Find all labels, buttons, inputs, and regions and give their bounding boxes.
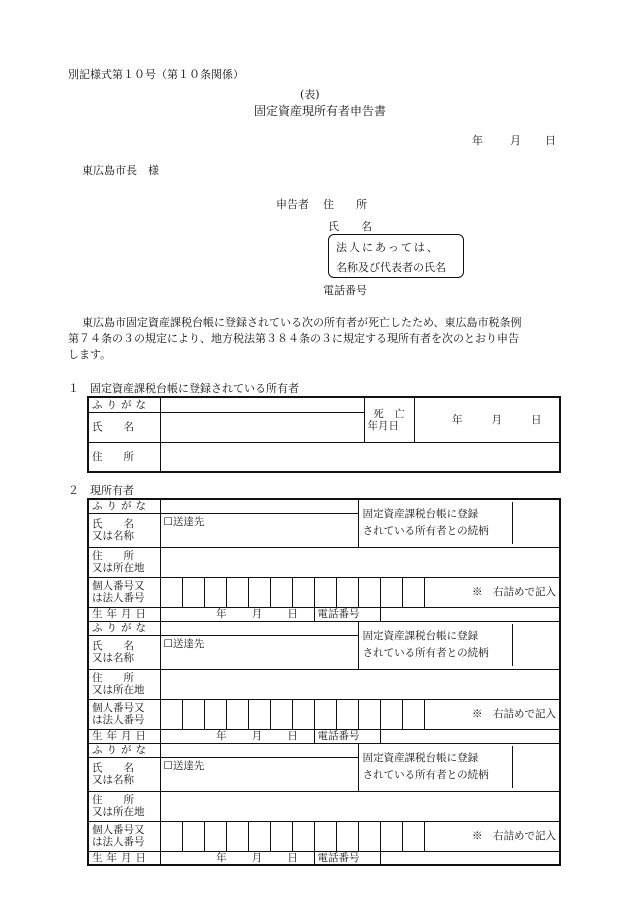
o1-digit[interactable]	[182, 577, 204, 607]
o2-relation-field[interactable]	[513, 624, 559, 666]
o1-digit[interactable]	[336, 577, 358, 607]
o1-furigana-label: ふりがな	[88, 499, 160, 513]
o1-phone-label: 電話番号	[314, 607, 380, 621]
o1-delivery-checkbox[interactable]: ☐送達先	[163, 515, 205, 528]
addressee: 東広島市長 様	[82, 164, 159, 177]
section2-heading: ２ 現所有者	[68, 484, 134, 497]
o1-digit[interactable]	[204, 577, 226, 607]
o3-furigana-label: ふりがな	[88, 743, 160, 757]
o2-digit[interactable]	[314, 699, 336, 729]
body-line-3: します。	[68, 348, 112, 361]
o3-digit[interactable]	[380, 821, 402, 851]
o1-name-field[interactable]	[160, 513, 358, 547]
applicant-label: 申告者	[276, 198, 309, 211]
o2-digit[interactable]	[292, 699, 314, 729]
current-owner-table	[87, 498, 561, 866]
o3-name-field[interactable]	[160, 757, 358, 791]
o3-digit[interactable]	[292, 821, 314, 851]
applicant-address-label: 住 所	[323, 198, 367, 211]
o2-name-field[interactable]	[160, 635, 358, 669]
o3-digit[interactable]	[336, 821, 358, 851]
o1-address-field[interactable]	[160, 547, 560, 577]
o2-furigana-label: ふりがな	[88, 621, 160, 635]
o1-address-label: 住 所 又は所在地	[88, 547, 160, 577]
o2-digit[interactable]	[336, 699, 358, 729]
o2-digit[interactable]	[226, 699, 248, 729]
s1-address-label: 住 所	[88, 442, 160, 472]
o1-digit[interactable]	[248, 577, 270, 607]
section1-heading: １ 固定資産課税台帳に登録されている所有者	[68, 382, 299, 395]
o3-furigana-field[interactable]	[160, 743, 358, 757]
o3-id-note: ※ 右詰めで記入	[424, 821, 560, 851]
form-number: 別記様式第１０号（第１０条関係）	[68, 68, 244, 81]
o3-digit[interactable]	[182, 821, 204, 851]
o3-phone-field[interactable]	[380, 851, 560, 865]
o1-relation-label: 固定資産課税台帳に登録 されている所有者との続柄	[359, 502, 513, 544]
o3-relation-field[interactable]	[513, 746, 559, 788]
o1-name-label: 氏 名 又は名称	[88, 513, 160, 547]
o3-digit[interactable]	[226, 821, 248, 851]
o2-relation-label: 固定資産課税台帳に登録 されている所有者との続柄	[359, 624, 513, 666]
o1-digit[interactable]	[380, 577, 402, 607]
o2-birth-label: 生年月日	[88, 729, 160, 743]
o3-birth-label: 生年月日	[88, 851, 160, 865]
body-line-1: 東広島市固定資産課税台帳に登録されている次の所有者が死亡したため、東広島市税条例	[82, 316, 522, 329]
o1-phone-field[interactable]	[380, 607, 560, 621]
o2-digit[interactable]	[160, 699, 182, 729]
date-year[interactable]: 年	[472, 134, 483, 147]
o3-digit[interactable]	[314, 821, 336, 851]
o1-digit[interactable]	[402, 577, 424, 607]
o3-birth-field[interactable]: 年 月 日	[160, 851, 314, 865]
s1-furigana-label: ふりがな	[88, 397, 160, 412]
o2-digit[interactable]	[358, 699, 380, 729]
o1-digit[interactable]	[226, 577, 248, 607]
o2-address-field[interactable]	[160, 669, 560, 699]
o2-furigana-field[interactable]	[160, 621, 358, 635]
o1-relation-field[interactable]	[513, 502, 559, 544]
applicant-phone-label: 電話番号	[323, 284, 367, 297]
o3-name-label: 氏 名 又は名称	[88, 757, 160, 791]
s1-death-date-label: 死 亡 年月日	[364, 397, 414, 442]
s1-address-field[interactable]	[160, 442, 560, 472]
s1-name-label: 氏 名	[88, 412, 160, 442]
o2-id-label: 個人番号又 は法人番号	[88, 699, 160, 729]
s1-death-date-field[interactable]: 年 月 日	[414, 397, 560, 442]
o1-digit[interactable]	[270, 577, 292, 607]
applicant-name-label: 氏 名	[328, 220, 372, 233]
o2-delivery-checkbox[interactable]: ☐送達先	[163, 637, 205, 650]
o3-phone-label: 電話番号	[314, 851, 380, 865]
o1-birth-field[interactable]: 年 月 日	[160, 607, 314, 621]
date-month[interactable]: 月	[510, 134, 521, 147]
o1-digit[interactable]	[314, 577, 336, 607]
o3-relation-label: 固定資産課税台帳に登録 されている所有者との続柄	[359, 746, 513, 788]
o2-digit[interactable]	[204, 699, 226, 729]
o2-address-label: 住 所 又は所在地	[88, 669, 160, 699]
o3-digit[interactable]	[204, 821, 226, 851]
o2-relation-block	[358, 621, 560, 669]
date-day[interactable]: 日	[545, 134, 556, 147]
o1-relation-block	[358, 499, 560, 547]
o1-digit[interactable]	[160, 577, 182, 607]
o2-digit[interactable]	[182, 699, 204, 729]
registered-owner-table	[87, 396, 561, 473]
side-label: (表)	[300, 88, 320, 101]
o3-digit[interactable]	[358, 821, 380, 851]
corp-note-line1: 法人にあっては、	[336, 241, 440, 254]
o2-birth-field[interactable]: 年 月 日	[160, 729, 314, 743]
o1-digit[interactable]	[358, 577, 380, 607]
o3-delivery-checkbox[interactable]: ☐送達先	[163, 759, 205, 772]
o2-id-note: ※ 右詰めで記入	[424, 699, 560, 729]
o3-digit[interactable]	[270, 821, 292, 851]
o2-digit[interactable]	[248, 699, 270, 729]
o1-furigana-field[interactable]	[160, 499, 358, 513]
o3-address-field[interactable]	[160, 791, 560, 821]
s1-furigana-field[interactable]	[160, 397, 364, 412]
o3-digit[interactable]	[402, 821, 424, 851]
o1-id-label: 個人番号又 は法人番号	[88, 577, 160, 607]
o1-birth-label: 生年月日	[88, 607, 160, 621]
s1-name-field[interactable]	[160, 412, 364, 442]
o1-digit[interactable]	[292, 577, 314, 607]
o3-relation-block	[358, 743, 560, 791]
o2-phone-field[interactable]	[380, 729, 560, 743]
o3-digit[interactable]	[248, 821, 270, 851]
body-line-2: 第７４条の３の規定により、地方税法第３８４条の３に規定する現所有者を次のとおり申告	[68, 332, 519, 345]
o2-digit[interactable]	[380, 699, 402, 729]
o2-name-label: 氏 名 又は名称	[88, 635, 160, 669]
o3-address-label: 住 所 又は所在地	[88, 791, 160, 821]
o2-digit[interactable]	[270, 699, 292, 729]
o2-digit[interactable]	[402, 699, 424, 729]
o3-digit[interactable]	[160, 821, 182, 851]
o1-id-note: ※ 右詰めで記入	[424, 577, 560, 607]
o3-id-label: 個人番号又 は法人番号	[88, 821, 160, 851]
page-title: 固定資産現所有者申告書	[254, 104, 387, 118]
corp-note-line2: 名称及び代表者の氏名	[336, 261, 446, 274]
o2-phone-label: 電話番号	[314, 729, 380, 743]
